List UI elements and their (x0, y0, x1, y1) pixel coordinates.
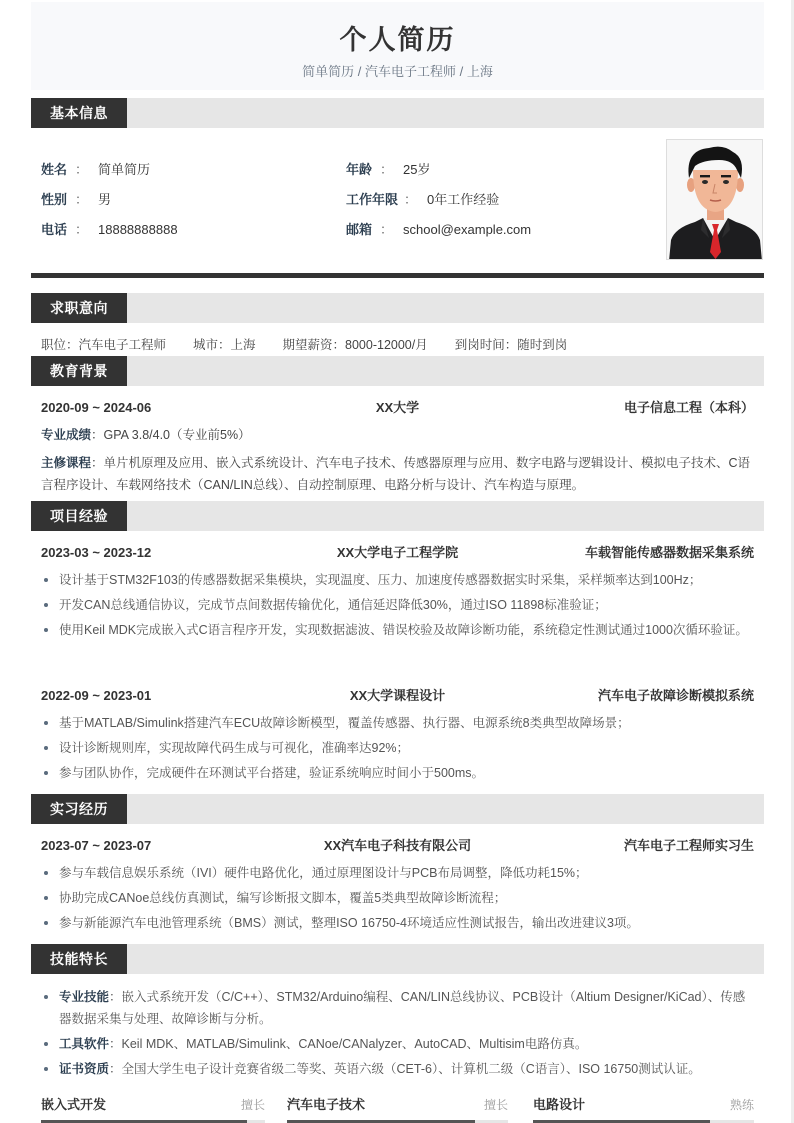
skill-value: ：全国大学生电子设计竞赛省级二等奖、英语六级（CET-6）、计算机二级（C语言）、ISO 16750测试认证。 (109, 1062, 701, 1076)
internship-entry-header (41, 837, 754, 855)
info-colon: ： (75, 162, 89, 177)
info-label: 电话 (41, 222, 68, 237)
education-courses (41, 452, 754, 496)
list-item (41, 1058, 754, 1080)
list-item: 协助完成CANoe总线仿真测试，编写诊断报文脚本，覆盖5类典型故障诊断流程； (41, 887, 754, 909)
section-title: 项目经验 (31, 501, 127, 531)
skill-label: 工具软件 (59, 1037, 110, 1051)
list-item: 开发CAN总线通信协议，完成节点间数据传输优化，通信延迟降低30%，通过ISO 11898标准验证； (41, 594, 754, 616)
info-value: 男 (98, 192, 112, 207)
project-entry-header (41, 544, 754, 562)
info-value: 18888888888 (98, 222, 178, 237)
list-item: 设计诊断规则库，实现故障代码生成与可视化，准确率达92%； (41, 737, 754, 759)
section-header-basic (31, 98, 764, 128)
info-colon: ： (404, 192, 418, 207)
project-entry-header (41, 687, 754, 705)
section-header-skills (31, 944, 764, 974)
internship-company: XX汽车电子科技有限公司 (323, 838, 472, 853)
section-divider (31, 273, 764, 278)
project-name: 汽车电子故障诊断模拟系统 (597, 688, 754, 703)
skill-bar-name: 汽车电子技术 (287, 1097, 366, 1112)
intent-city: 城市：上海 (193, 338, 256, 352)
list-item (41, 1033, 754, 1055)
project-bullet-list (41, 569, 754, 644)
resume-header (31, 2, 764, 90)
project-period: 2022-09 ~ 2023-01 (41, 688, 152, 703)
info-age (346, 161, 430, 179)
skill-bar-level: 熟练 (729, 1098, 754, 1112)
section-title: 实习经历 (31, 794, 127, 824)
intent-salary: 期望薪资：8000-12000/月 (282, 338, 428, 352)
section-header-intent (31, 293, 764, 323)
skill-bars (41, 1096, 754, 1123)
avatar-photo (666, 139, 763, 260)
skill-value: ：Keil MDK、MATLAB/Simulink、CANoe/CANalyzer、AutoCAD、Multisim电路仿真。 (109, 1037, 588, 1051)
section-title: 求职意向 (31, 293, 127, 323)
info-value: 0年工作经验 (427, 192, 500, 207)
skill-bar-auto-electronics (287, 1096, 508, 1123)
info-phone (41, 221, 178, 239)
info-colon: ： (380, 222, 394, 237)
skill-bar-level: 擅长 (483, 1098, 508, 1112)
page-subtitle: 简单简历 / 汽车电子工程师 / 上海 (302, 64, 493, 79)
education-school: XX大学 (375, 400, 420, 415)
info-value: 25岁 (403, 162, 431, 177)
education-gpa (41, 424, 754, 446)
info-label: 年龄 (346, 162, 373, 177)
education-major: 电子信息工程（本科） (623, 400, 754, 415)
list-item: 设计基于STM32F103的传感器数据采集模块，实现温度、压力、加速度传感器数据实时采集，采样频率达到100Hz； (41, 569, 754, 591)
project-name: 车载智能传感器数据采集系统 (584, 545, 754, 560)
project-period: 2023-03 ~ 2023-12 (41, 545, 152, 560)
info-label: 邮箱 (346, 222, 373, 237)
info-label: 工作年限 (346, 192, 399, 207)
courses-label: 主修课程 (41, 456, 92, 470)
info-name (41, 161, 150, 179)
job-intent-row (41, 336, 594, 354)
intent-position: 职位：汽车电子工程师 (41, 338, 167, 352)
gpa-value: ：GPA 3.8/4.0（专业前5%） (91, 428, 251, 442)
skill-bar-name: 嵌入式开发 (41, 1097, 107, 1112)
section-header-internship (31, 794, 764, 824)
page-title: 个人简历 (339, 25, 456, 55)
section-header-projects (31, 501, 764, 531)
list-item: 使用Keil MDK完成嵌入式C语言程序开发，实现数据滤波、错误校验及故障诊断功能，系统稳定性测试通过1000次循环验证。 (41, 619, 754, 641)
info-experience (346, 191, 499, 209)
section-title: 教育背景 (31, 356, 127, 386)
info-colon: ： (75, 192, 89, 207)
project-org: XX大学电子工程学院 (336, 545, 459, 560)
info-colon: ： (75, 222, 89, 237)
gpa-label: 专业成绩 (41, 428, 92, 442)
list-item: 参与团队协作，完成硬件在环测试平台搭建，验证系统响应时间小于500ms。 (41, 762, 754, 784)
project-org: XX大学课程设计 (349, 688, 446, 703)
skill-bar-level: 擅长 (240, 1098, 265, 1112)
list-item (41, 986, 754, 1030)
internship-role: 汽车电子工程师实习生 (623, 838, 754, 853)
internship-period: 2023-07 ~ 2023-07 (41, 838, 152, 853)
person-portrait-icon (667, 140, 763, 260)
section-title: 基本信息 (31, 98, 127, 128)
skills-bullet-list (41, 986, 754, 1083)
internship-bullet-list (41, 862, 754, 937)
info-email (346, 221, 531, 239)
skill-label: 专业技能 (59, 990, 110, 1004)
skill-bar-name: 电路设计 (533, 1097, 586, 1112)
section-title: 技能特长 (31, 944, 127, 974)
section-header-education (31, 356, 764, 386)
project-bullet-list (41, 712, 754, 787)
info-gender (41, 191, 111, 209)
list-item: 参与车载信息娱乐系统（IVI）硬件电路优化，通过原理图设计与PCB布局调整，降低功耗15%； (41, 862, 754, 884)
intent-availability: 到岗时间：随时到岗 (454, 338, 568, 352)
info-label: 姓名 (41, 162, 68, 177)
info-value: 简单简历 (98, 162, 151, 177)
skill-bar-embedded (41, 1096, 265, 1123)
education-period: 2020-09 ~ 2024-06 (41, 400, 152, 415)
courses-value: ：单片机原理及应用、嵌入式系统设计、汽车电子技术、传感器原理与应用、数字电路与逻辑设计、模拟电子技术、C语言程序设计、车载网络技术（CAN/LIN总线）、自动控制原理、电路分析与设计、汽车构造与原理。 (41, 456, 751, 492)
info-label: 性别 (41, 192, 68, 207)
education-entry-header (41, 399, 754, 417)
list-item: 参与新能源汽车电池管理系统（BMS）测试，整理ISO 16750-4环境适应性测试报告，输出改进建议3项。 (41, 912, 754, 934)
info-value: school@example.com (403, 222, 532, 237)
skill-value: ：嵌入式系统开发（C/C++）、STM32/Arduino编程、CAN/LIN总线协议、PCB设计（Altium Designer/KiCad）、传感器数据采集与处理、故障诊断与分析。 (59, 990, 746, 1026)
list-item: 基于MATLAB/Simulink搭建汽车ECU故障诊断模型，覆盖传感器、执行器、电源系统8类典型故障场景； (41, 712, 754, 734)
skill-bar-circuit-design (533, 1096, 754, 1123)
skill-label: 证书资质 (59, 1062, 110, 1076)
info-colon: ： (380, 162, 394, 177)
